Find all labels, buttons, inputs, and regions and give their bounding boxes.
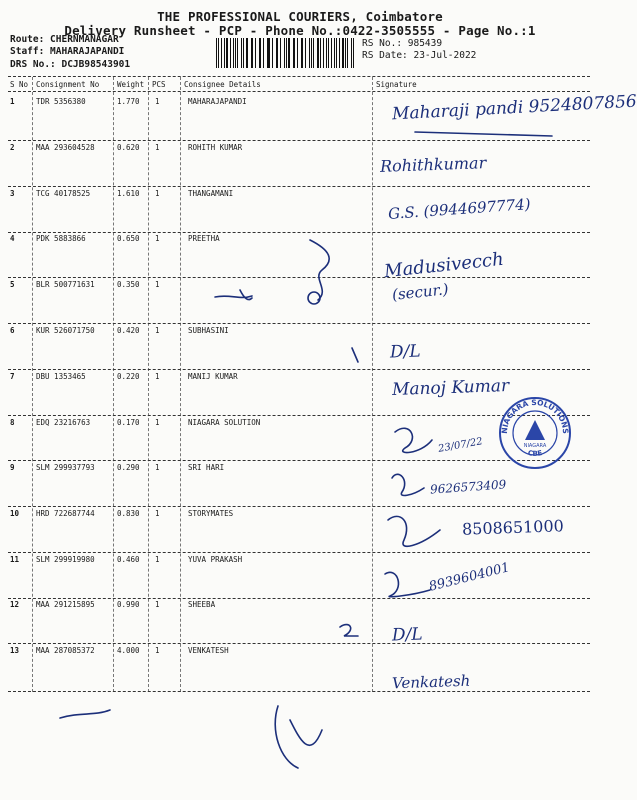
row-consignment-number: HRD 722687744: [36, 509, 95, 518]
row-weight: 0.830: [117, 509, 140, 518]
row-weight: 4.000: [117, 646, 140, 655]
row-consignee-name: PREETHA: [188, 234, 220, 243]
svg-text:CBE: [527, 449, 543, 458]
signature-row-4: Madusivecch: [383, 248, 505, 283]
row-weight: 0.170: [117, 418, 140, 427]
row-weight: 0.290: [117, 463, 140, 472]
signature-row-9: 9626573409: [429, 477, 507, 497]
row-consignment-number: PDK 5883866: [36, 234, 86, 243]
row-consignee-name: THANGAMANI: [188, 189, 234, 198]
row-consignment-number: DBU 1353465: [36, 372, 86, 381]
row-serial-number: 13: [10, 646, 20, 655]
row-weight: 1.770: [117, 97, 140, 106]
row-weight: 0.220: [117, 372, 140, 381]
row-weight: 0.420: [117, 326, 140, 335]
row-pieces: 1: [155, 509, 160, 518]
signature-row-3: G.S. (9944697774): [387, 195, 532, 223]
row-serial-number: 9: [10, 463, 15, 472]
drs-number: DRS No.: DCJB98543901: [10, 59, 131, 70]
row-consignee-name: YUVA PRAKASH: [188, 555, 243, 564]
signature-row-2: Rohithkumar: [379, 153, 487, 176]
col-sno-header: S No: [10, 80, 29, 89]
signature-row-8: 23/07/22: [437, 436, 484, 455]
row-consignee-name: NIAGARA SOLUTION: [188, 418, 261, 427]
row-consignment-number: MAA 293604528: [36, 143, 95, 152]
runsheet-title: THE PROFESSIONAL COURIERS, Coimbatore: [157, 9, 443, 24]
row-consignee-name: MANIJ KUMAR: [188, 372, 238, 381]
row-consignment-number: TCG 40178525: [36, 189, 91, 198]
route-label: Route: CHERNMANAGAR: [10, 34, 119, 45]
row-pieces: 1: [155, 280, 160, 289]
row-consignee-name: SRI HARI: [188, 463, 225, 472]
row-consignee-name: SHEEBA: [188, 600, 216, 609]
signature-row-10: 8508651000: [461, 516, 565, 539]
row-weight: 0.990: [117, 600, 140, 609]
col-signature-header: Signature: [376, 80, 417, 89]
row-consignee-name: ROHITH KUMAR: [188, 143, 243, 152]
row-serial-number: 2: [10, 143, 15, 152]
row-serial-number: 7: [10, 372, 15, 381]
row-serial-number: 1: [10, 97, 15, 106]
row-serial-number: 11: [10, 555, 20, 564]
row-serial-number: 12: [10, 600, 20, 609]
row-pieces: 1: [155, 646, 160, 655]
row-consignee-name: VENKATESH: [188, 646, 229, 655]
signature-row-12: D/L: [391, 624, 423, 646]
row-weight: 1.610: [117, 189, 140, 198]
staff-label: Staff: MAHARAJAPANDI: [10, 46, 125, 57]
row-consignee-name: SUBHASINI: [188, 326, 229, 335]
signature-row-5: (secur.): [391, 280, 450, 304]
row-weight: 0.350: [117, 280, 140, 289]
row-weight: 0.620: [117, 143, 140, 152]
rs-number: RS No.: 985439: [362, 38, 443, 49]
signature-row-11: 8939604001: [427, 560, 512, 595]
row-consignment-number: BLR 500771631: [36, 280, 95, 289]
stamp-center-text: NIAGARA: [523, 443, 547, 449]
company-stamp: [498, 396, 572, 470]
row-consignment-number: MAA 287085372: [36, 646, 95, 655]
row-pieces: 1: [155, 372, 160, 381]
row-consignee-name: STORYMATES: [188, 509, 234, 518]
stamp-text-top: NIAGARA SOLUTIONS: [499, 397, 571, 435]
signature-row-1: Maharaji pandi 9524807856: [391, 91, 637, 125]
row-serial-number: 3: [10, 189, 15, 198]
row-pieces: 1: [155, 97, 160, 106]
row-pieces: 1: [155, 463, 160, 472]
rs-date: RS Date: 23-Jul-2022: [362, 50, 477, 61]
row-serial-number: 6: [10, 326, 15, 335]
col-pcs-header: PCS: [152, 80, 166, 89]
row-serial-number: 10: [10, 509, 20, 518]
row-weight: 0.650: [117, 234, 140, 243]
row-consignment-number: MAA 291215895: [36, 600, 95, 609]
row-pieces: 1: [155, 143, 160, 152]
row-pieces: 1: [155, 234, 160, 243]
row-serial-number: 8: [10, 418, 15, 427]
row-consignee-name: MAHARAJAPANDI: [188, 97, 247, 106]
col-consignee-header: Consignee Details: [184, 80, 261, 89]
runsheet-subtitle: Delivery Runsheet - PCP - Phone No.:0422-3505555 - Page No.:1: [64, 23, 536, 38]
col-weight-header: Weight: [117, 80, 145, 89]
row-pieces: 1: [155, 326, 160, 335]
row-serial-number: 5: [10, 280, 15, 289]
stamp-text-bottom: CBE: [527, 448, 543, 458]
signature-row-7: Manoj Kumar: [391, 375, 510, 401]
row-consignment-number: TDR 5356380: [36, 97, 86, 106]
signature-row-6: D/L: [389, 341, 421, 363]
row-consignment-number: EDQ 23216763: [36, 418, 91, 427]
row-pieces: 1: [155, 189, 160, 198]
row-consignment-number: SLM 299919980: [36, 555, 95, 564]
row-pieces: 1: [155, 418, 160, 427]
row-serial-number: 4: [10, 234, 15, 243]
col-consignment-header: Consignment No: [36, 80, 100, 89]
row-consignment-number: SLM 299937793: [36, 463, 95, 472]
row-pieces: 1: [155, 600, 160, 609]
row-consignment-number: KUR 526071750: [36, 326, 95, 335]
row-weight: 0.460: [117, 555, 140, 564]
signature-row-13: Venkatesh: [391, 671, 471, 693]
row-pieces: 1: [155, 555, 160, 564]
